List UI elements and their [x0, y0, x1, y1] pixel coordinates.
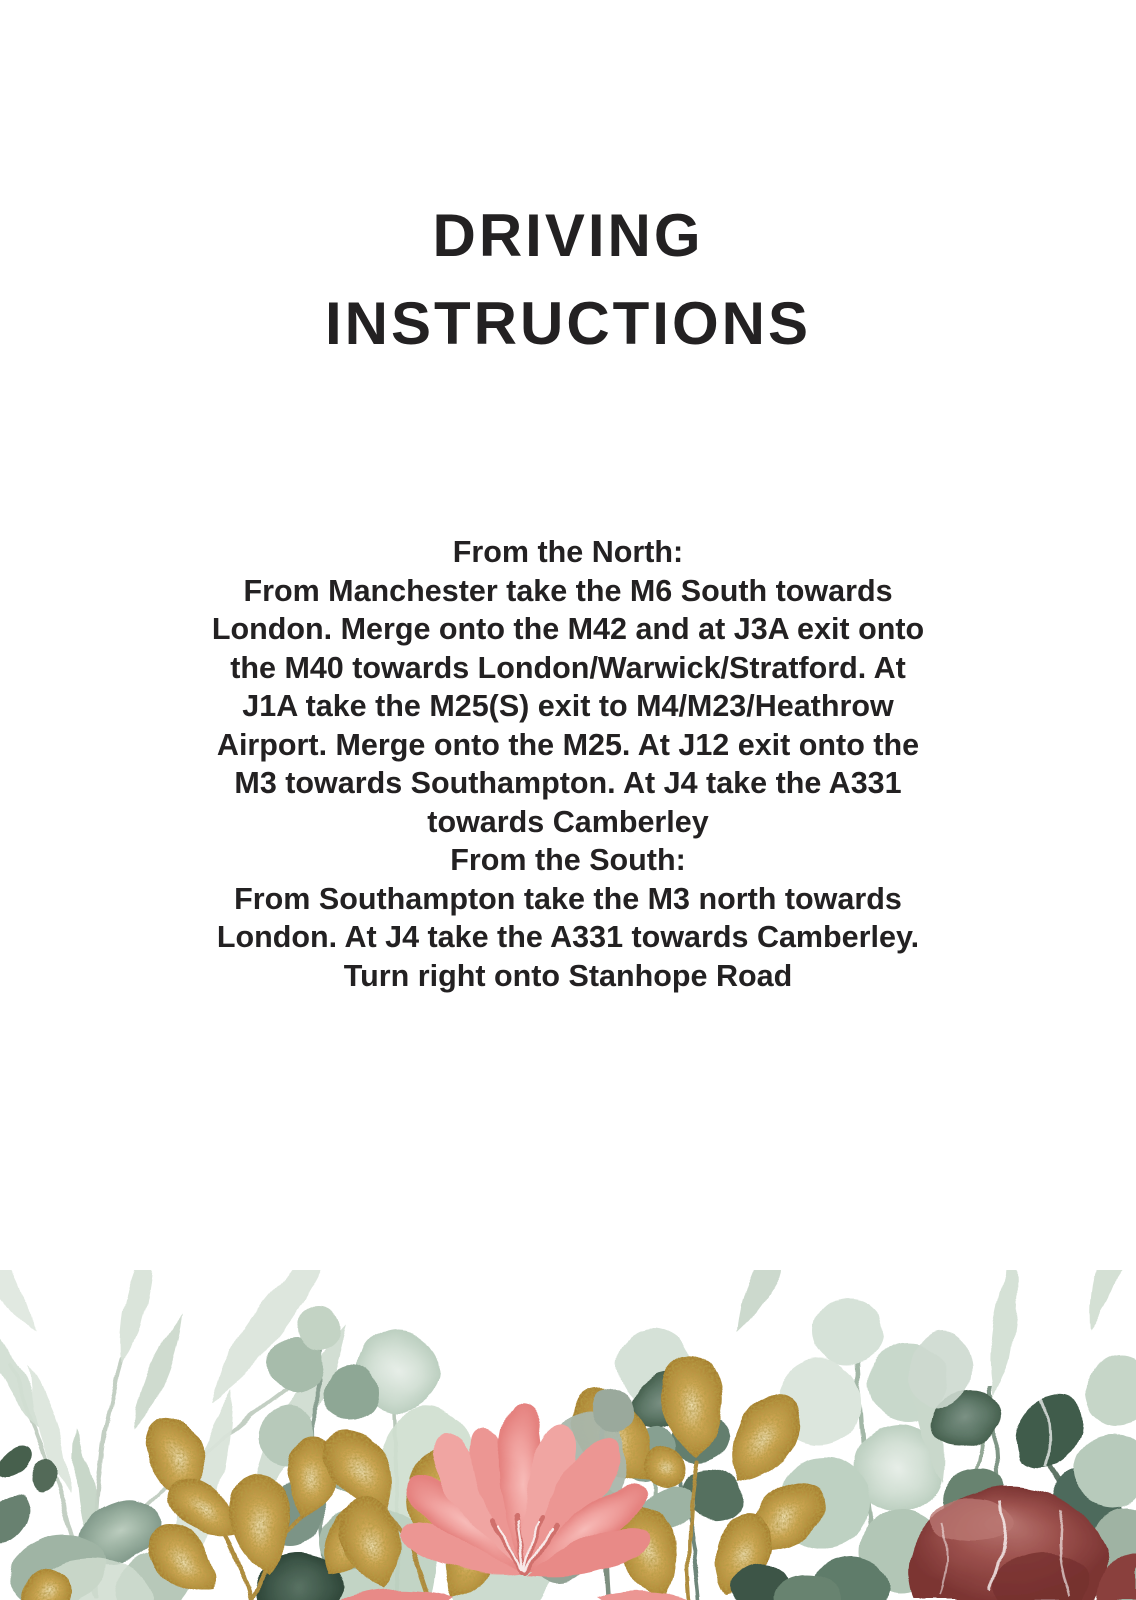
instruction-line: the M40 towards London/Warwick/Stratford. At [230, 650, 906, 685]
instruction-line: London. At J4 take the A331 towards Camberley. [216, 920, 920, 954]
instruction-line: Turn right onto Stanhope Road [343, 958, 793, 993]
page-title [0, 192, 1136, 368]
watercolor-floral-border-illustration [0, 1270, 1136, 1600]
instruction-line: M3 towards Southampton. At J4 take the A331 [234, 766, 902, 800]
south-heading: From the South: [450, 843, 686, 877]
instruction-line: Airport. Merge onto the M25. At J12 exit onto the [216, 727, 920, 762]
instruction-line: London. Merge onto the M42 and at J3A exit onto [211, 612, 925, 646]
title-line-1: DRIVING [432, 202, 704, 269]
title-line-2: INSTRUCTIONS [325, 290, 811, 357]
floral-arrangement [0, 1270, 1136, 1600]
north-heading: From the North: [452, 535, 684, 569]
instruction-line: From Southampton take the M3 north towards [234, 881, 902, 916]
instruction-line: towards Camberley [427, 804, 709, 839]
instructions-text [0, 533, 1136, 995]
instruction-line: From Manchester take the M6 South towards [243, 573, 893, 608]
instruction-line: J1A take the M25(S) exit to M4/M23/Heathrow [242, 689, 894, 723]
